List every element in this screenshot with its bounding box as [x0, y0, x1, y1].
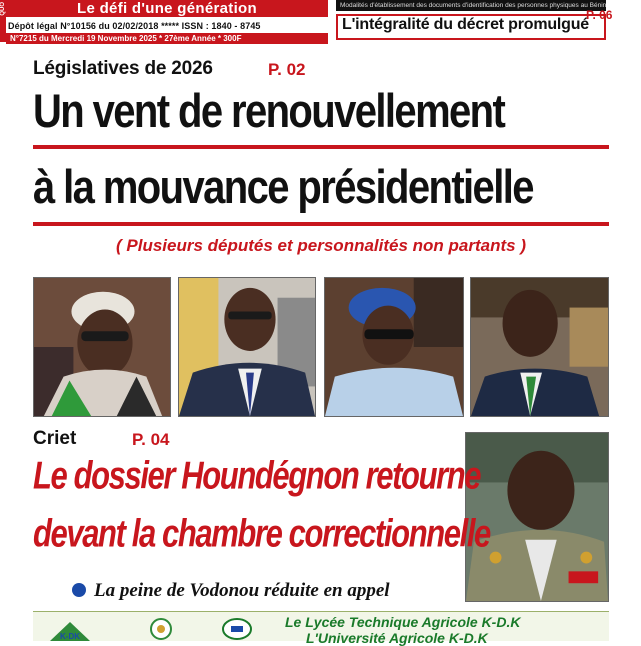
lead-headline-line-1[interactable]: Un vent de renouvellement	[33, 85, 505, 138]
portrait-photo-4	[470, 277, 609, 417]
portrait-photo-3	[324, 277, 464, 417]
lead-headline-line-2[interactable]: à la mouvance présidentielle	[33, 161, 533, 214]
headline-rule	[33, 222, 609, 226]
portrait-photo-1	[33, 277, 171, 417]
teaser-topic: Modalités d'établissement des documents d'identification des personnes physiques au Bénin	[336, 0, 606, 11]
second-kicker: Criet	[33, 428, 77, 449]
lead-kicker: Législatives de 2026	[33, 58, 213, 79]
school-logo-icon	[45, 614, 95, 641]
issue-info-bar: N°7215 du Mercredi 19 Novembre 2025 * 27ème Année * 300F	[6, 33, 328, 44]
bullet-icon	[72, 583, 86, 597]
badge-logo-icon	[222, 618, 252, 640]
masthead-tagline: Le défi d'une génération	[6, 0, 328, 17]
teaser-page-ref: P. 06	[586, 8, 613, 22]
crest-logo-icon	[150, 618, 172, 640]
side-strip-text: QUO	[0, 2, 6, 16]
ad-line-2: L'Université Agricole K-D.K	[306, 630, 488, 646]
second-page-ref: P. 04	[132, 430, 170, 449]
portrait-photo-2	[178, 277, 316, 417]
ad-line-1: Le Lycée Technique Agricole K-D.K	[285, 614, 521, 630]
second-headline-line-2[interactable]: devant la chambre correctionnelle	[33, 511, 490, 556]
second-headline-line-1[interactable]: Le dossier Houndégnon retourne	[33, 453, 481, 498]
teaser-headline[interactable]: L'intégralité du décret promulgué	[342, 16, 590, 33]
lead-page-ref: P. 02	[268, 60, 306, 79]
headline-rule	[33, 145, 609, 149]
legal-deposit-line: Dépôt légal N°10156 du 02/02/2018 ***** ISSN : 1840 - 8745	[8, 21, 261, 31]
logo-text: K-DK	[60, 632, 80, 641]
second-subheadline[interactable]: La peine de Vodonou réduite en appel	[94, 580, 390, 601]
lead-deck: ( Plusieurs députés et personnalités non partants )	[116, 236, 526, 255]
